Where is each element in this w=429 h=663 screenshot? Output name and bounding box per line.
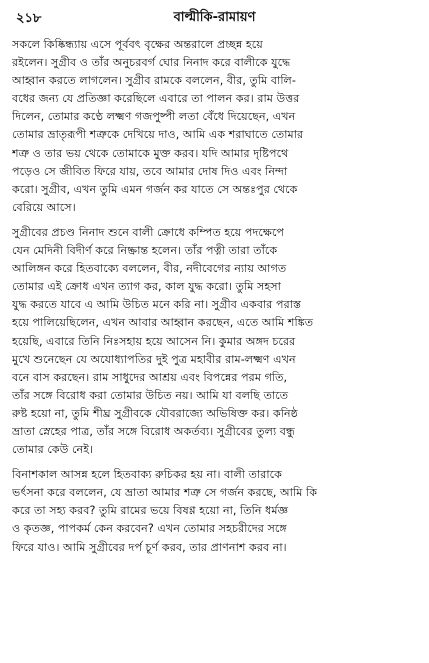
text-line: করো। সুগ্রীব, এখন তুমি এমন গর্জন কর যাতে সে অন্তঃপুর থেকে <box>12 182 298 196</box>
text-line: রইলেন। সুগ্রীব ও তাঁর অনুচরবর্গ ঘোর নিনাদ করে বালীকে যুদ্ধে <box>12 56 291 70</box>
text-line: রুষ্ট হয়ো না, তুমি শীঘ্র সুগ্রীবকে যৌবরাজ্যে অভিষিক্ত কর। কনিষ্ঠ <box>12 406 298 420</box>
text-line: তোমার এই ক্রোধ এখন ত্যাগ কর, কাল যুদ্ধ করো। তুমি সহসা <box>12 280 281 294</box>
text-line: ও কৃতজ্ঞ, পাপকর্ম কেন করবেন? এখন তোমার সহচরীদের সঙ্গে <box>12 522 287 536</box>
body-text <box>12 36 417 557</box>
text-line: হয়েছি, এবারে তিনি নিঃসহায় হয়ে আসেন নি। কুমার অঙ্গদ চরের <box>12 334 296 348</box>
text-line: বধের জন্য যে প্রতিজ্ঞা করেছিলে এবারে তা পালন কর। রাম উত্তর <box>12 92 300 106</box>
text-line: দিলেন, তোমার কণ্ঠে লক্ষ্মণ গজপুষ্পী লতা বেঁধে দিয়েছেন, এখন <box>12 110 296 124</box>
text-line: মুখে শুনেছেন যে অযোধ্যাপতির দুই পুত্র মহাবীর রাম-লক্ষ্মণ এখন <box>12 352 296 366</box>
page-header <box>12 8 417 30</box>
text-line: ফিরে যাও। আমি সুগ্রীবের দর্প চূর্ণ করব, তার প্রাণনাশ করব না। <box>12 540 287 554</box>
text-line: তোমার ভ্রাতৃরূপী শত্রুকে দেখিয়ে দাও, আমি এক শরাঘাতে তোমার <box>12 128 304 142</box>
text-line: ভর্ৎসনা করে বললেন, যে ভ্রাতা আমার শত্রু সে গর্জন করছে, আমি কি <box>12 486 318 500</box>
paragraph-1 <box>12 36 417 217</box>
text-line: যেন মেদিনী বিদীর্ণ করে নিষ্ক্রান্ত হলেন। তাঁর পত্নী তারা তাঁকে <box>12 244 278 258</box>
paragraph-3 <box>12 466 417 556</box>
paragraph-2 <box>12 224 417 459</box>
text-line: সকলে কিষ্কিন্ধ্যায় এসে পূর্ববৎ বৃক্ষের অন্তরালে প্রচ্ছন্ন হয়ে <box>12 38 263 51</box>
text-line: হয়ে পালিয়েছিলেন, এখন আবার আহ্বান করছেন, এতে আমি শঙ্কিত <box>12 316 314 330</box>
text-line: আহ্বান করতে লাগলেন। সুগ্রীব রামকে বললেন, বীর, তুমি বালি- <box>12 74 296 88</box>
text-line: করে তা সহ্য করব? তুমি রামের ভয়ে বিষণ্ণ হয়ো না, তিনি ধর্মজ্ঞ <box>12 504 289 518</box>
text-line: পড়েও সে জীবিত ফিরে যায়, তবে আমার দোষ দিও এবং নিন্দা <box>12 164 288 178</box>
text-line: সুগ্রীবের প্রচণ্ড নিনাদ শুনে বালী ক্রোধে কম্পিত হয়ে পদক্ষেপে <box>12 225 285 239</box>
text-line: আলিঙ্গন করে হিতবাক্যে বললেন, বীর, নদীবেগের ন্যায় আগত <box>12 262 287 276</box>
text-line: বনে বাস করছেন। রাম সাধুদের আশ্রয় এবং বিপন্নের পরম গতি, <box>12 370 288 384</box>
text-line: তাঁর সঙ্গে বিরোধ করা তোমার উচিত নয়। আমি যা বলছি তাতে <box>12 388 289 402</box>
text-line: শত্রু ও তার ভয় থেকে তোমাকে মুক্ত করব। যদি আমার দৃষ্টিপথে <box>12 146 289 160</box>
text-line: যুদ্ধ করতে যাবে এ আমি উচিত মনে করি না। সুগ্রীব একবার পরাস্ত <box>12 298 302 312</box>
page-number: ২১৮ <box>16 11 42 26</box>
text-line: তোমার কেউ নেই। <box>12 443 94 457</box>
text-line: বিনাশকাল আসন্ন হলে হিতবাক্য রুচিকর হয় না। বালী তারাকে <box>12 468 282 482</box>
text-line: বেরিয়ে আসে। <box>12 200 76 214</box>
running-title: বাল্মীকি-রামায়ণ <box>173 10 256 25</box>
text-line: ভ্রাতা স্নেহের পাত্র, তাঁর সঙ্গে বিরোধ অকর্তব্য। সুগ্রীবের তুল্য বন্ধু <box>12 424 295 438</box>
